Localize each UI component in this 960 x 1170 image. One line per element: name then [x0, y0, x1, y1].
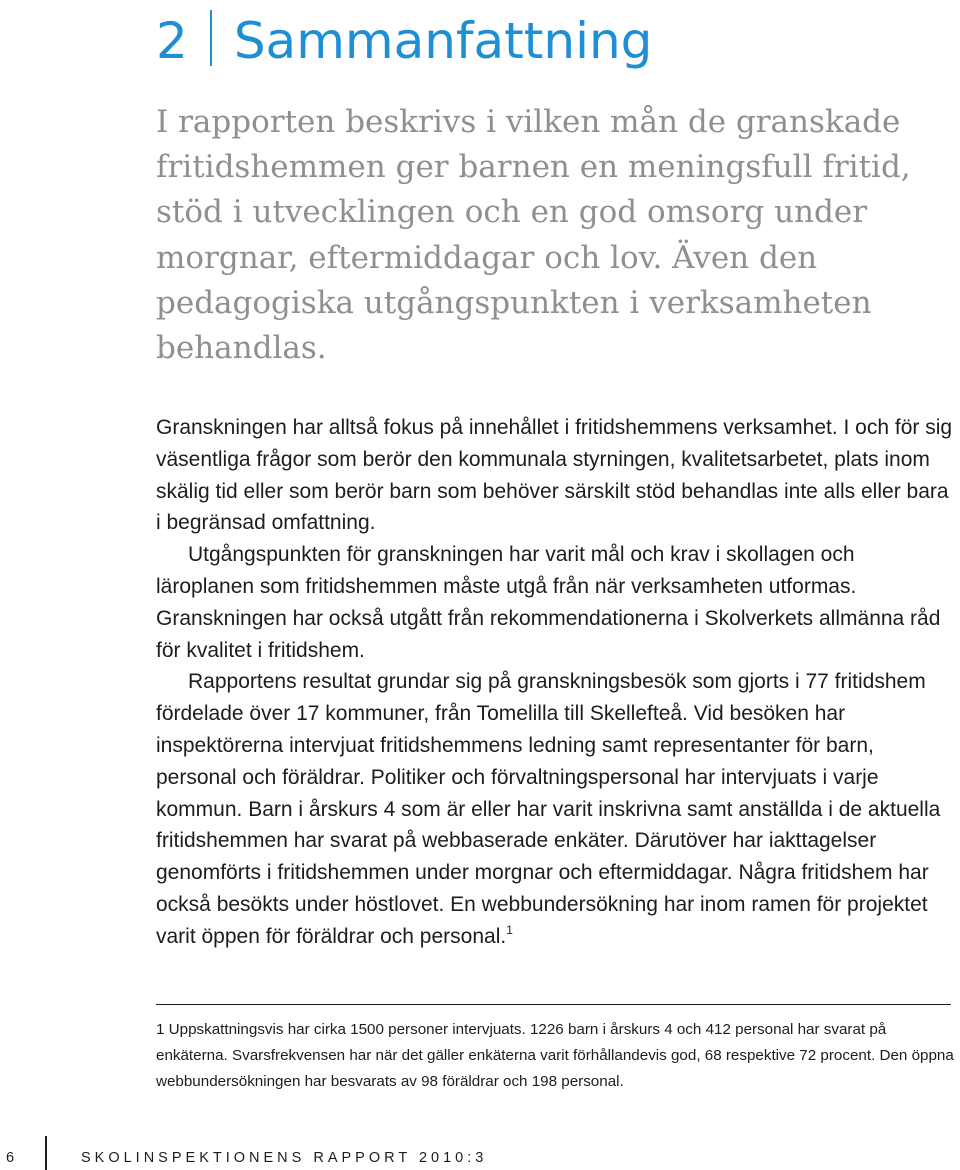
page-number: 6	[6, 1150, 15, 1166]
chapter-heading	[156, 6, 652, 76]
paragraph-basis: Utgångspunkten för granskningen har varit mål och krav i skollagen och läroplanen som fritidshemmen måste utgå från när verksamheten utformas. Granskningen har också utgått från rekommendationerna i Skolverkets allmänna råd för kvalitet i fritidshem.	[156, 543, 941, 662]
page-footer	[0, 1150, 960, 1167]
footnote-reference: 1	[506, 922, 513, 937]
footnote-text: 1 Uppskattningsvis har cirka 1500 personer intervjuats. 1226 barn i årskurs 4 och 412 personal har svarat på enkäterna. Svarsfrekvensen har när det gäller enkäterna varit förhållandevis god, 68 respektive 72 procent. Den öppna webbundersökningen har besvarats av 98 föräldrar och 198 personal.	[156, 1021, 954, 1090]
paragraph-results-text: Rapportens resultat grundar sig på granskningsbesök som gjorts i 77 fritidshem fördelade över 17 kommuner, från Tomelilla till Skellefteå. Vid besöken har inspektörerna intervjuat fritidshemmens ledning samt representanter för barn, personal och föräldrar. Politiker och förvaltningspersonal har intervjuats i varje kommun. Barn i årskurs 4 som är eller har varit inskrivna samt anställda i de aktuella fritidshemmen har svarat på webbaserade enkäter. Därutöver har iakttagelser genomförts i fritidshemmen under morgnar och eftermiddagar. Några fritidshem har också besökts under höstlovet. En webbundersökning har inom ramen för projektet varit öppen för föräldrar och personal.	[156, 670, 941, 948]
footer-divider	[45, 1136, 47, 1170]
body-text	[156, 412, 956, 953]
report-title: SKOLINSPEKTIONENS RAPPORT 2010:3	[81, 1150, 488, 1166]
paragraph-results	[156, 666, 956, 952]
chapter-title: Sammanfattning	[233, 12, 653, 70]
heading-divider	[210, 10, 212, 66]
chapter-number: 2	[156, 12, 188, 70]
paragraph-focus: Granskningen har alltså fokus på innehållet i fritidshemmens verksamhet. I och för sig väsentliga frågor som berör den kommunala styrningen, kvalitetsarbetet, plats inom skälig tid eller som berör barn som behöver särskilt stöd behandlas inte alls eller bara i begränsad omfattning.	[156, 416, 953, 535]
footnote	[156, 1017, 956, 1094]
lead-text: I rapporten beskrivs i vilken mån de granskade fritidshemmen ger barnen en meningsfull fritid, stöd i utvecklingen och en god omsorg under morgnar, eftermiddagar och lov. Även den pedagogiska utgångspunkten i verksamheten behandlas.	[156, 104, 911, 367]
footnote-divider	[156, 1004, 951, 1005]
lead-paragraph	[156, 100, 936, 371]
